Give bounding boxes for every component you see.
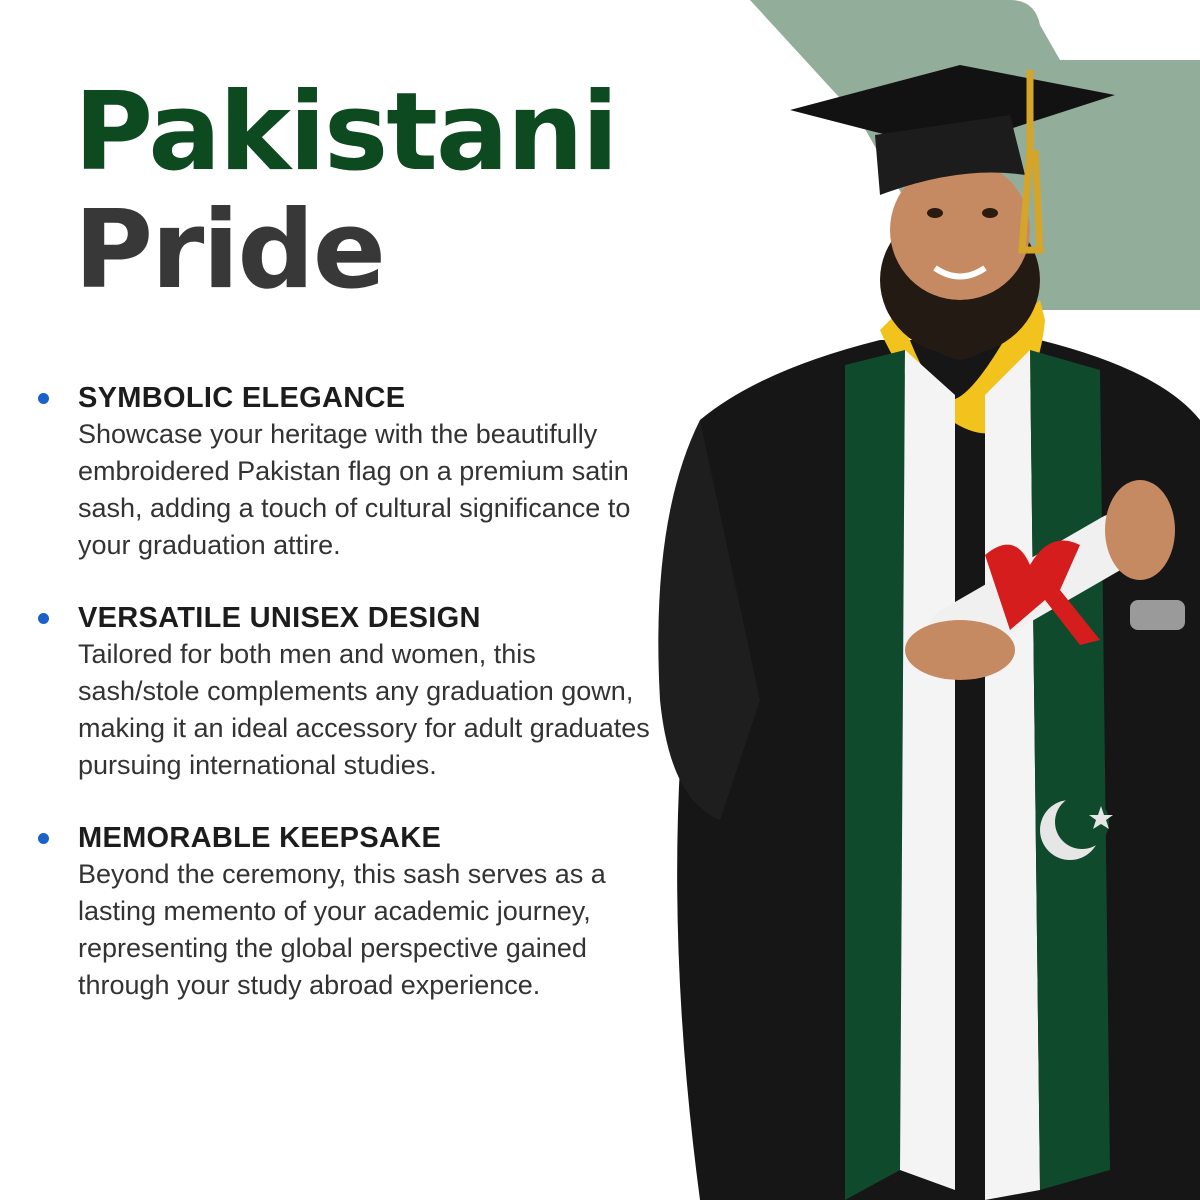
right-eye	[982, 208, 998, 218]
feature-heading: VERSATILE UNISEX DESIGN	[78, 602, 481, 634]
sash-right	[1030, 350, 1110, 1190]
left-hand	[905, 620, 1015, 680]
feature-description: Beyond the ceremony, this sash serves as a lasting memento of your academic journey, representing the global perspective gained through your study abroad experience.	[78, 859, 606, 1000]
bullet-icon	[38, 613, 49, 624]
left-eye	[927, 208, 943, 218]
feature-list	[38, 380, 678, 1040]
sash-left	[845, 350, 905, 1200]
right-hand	[1105, 480, 1175, 580]
page-title	[74, 70, 617, 313]
bullet-icon	[38, 833, 49, 844]
title-line-2: Pride	[74, 188, 384, 313]
feature-description: Showcase your heritage with the beautifully embroidered Pakistan flag on a premium satin sash, adding a touch of cultural significance to your graduation attire.	[78, 419, 631, 560]
feature-item	[38, 820, 678, 1004]
feature-item	[38, 380, 678, 564]
feature-heading: MEMORABLE KEEPSAKE	[78, 822, 442, 854]
graduate-photo	[640, 0, 1200, 1200]
sash-left-white	[900, 350, 955, 1190]
feature-item	[38, 600, 678, 784]
wristwatch	[1130, 600, 1185, 630]
title-line-1: Pakistani	[74, 70, 617, 195]
bullet-icon	[38, 393, 49, 404]
feature-heading: SYMBOLIC ELEGANCE	[78, 382, 406, 414]
feature-description: Tailored for both men and women, this sash/stole complements any graduation gown, making it an ideal accessory for adult graduates pursuing international studies.	[78, 639, 650, 780]
